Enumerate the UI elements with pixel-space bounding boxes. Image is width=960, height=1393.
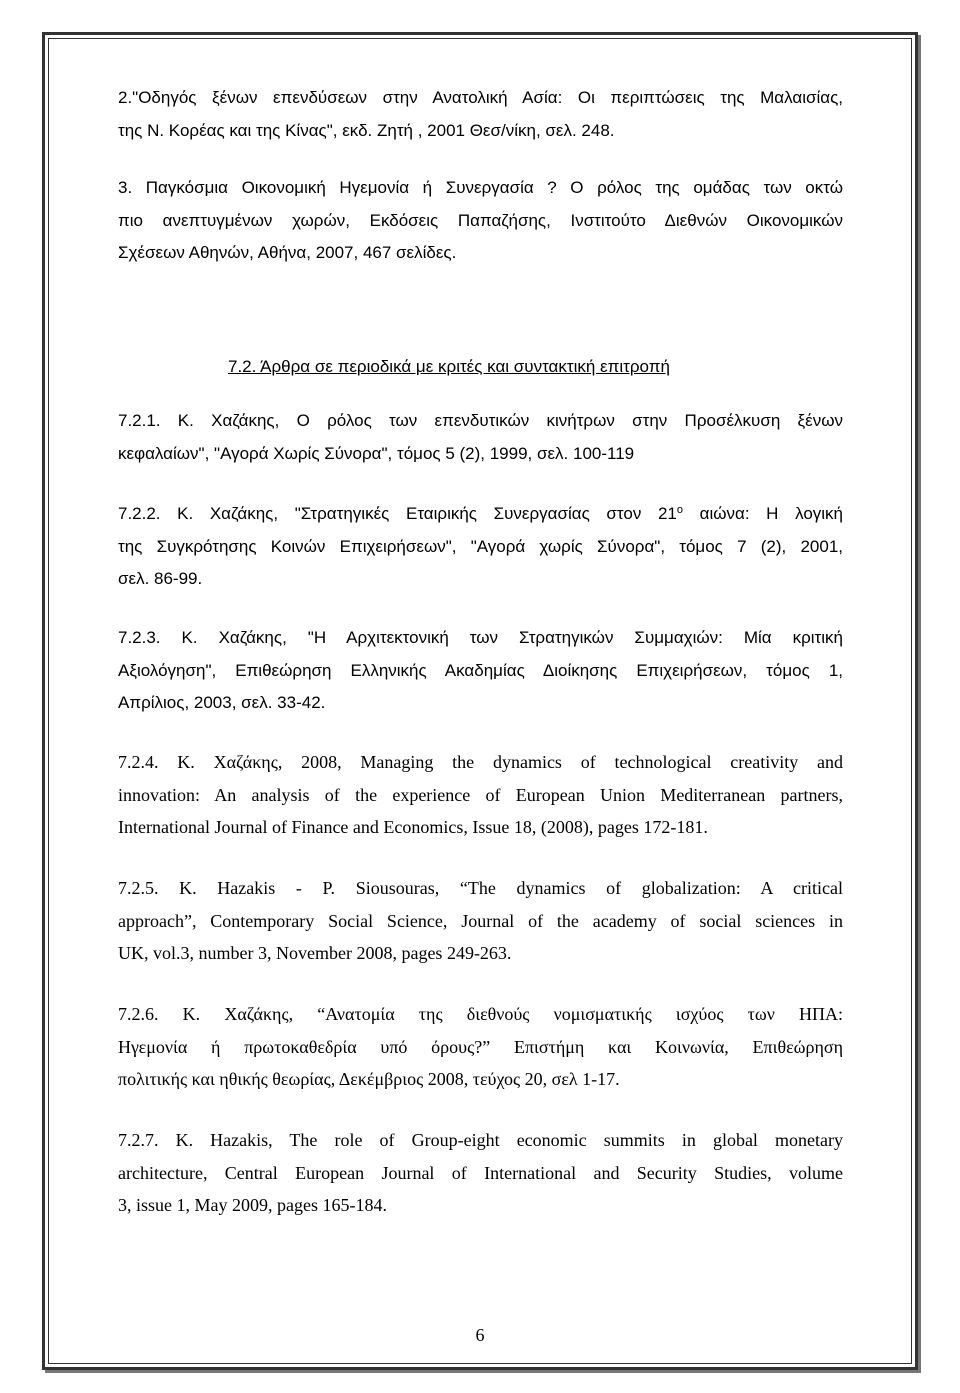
book-ref-line: Σχέσεων Αθηνών, Αθήνα, 2007, 467 σελίδες.: [118, 243, 457, 262]
article-line: 7.2.4. Κ. Χαζάκης, 2008, Managing the dynamics of technological creativity and: [118, 752, 843, 772]
article-line: 7.2.1. Κ. Χαζάκης, Ο ρόλος των επενδυτικών κινήτρων στην Προσέλκυση ξένων: [118, 411, 843, 430]
article-reference: [118, 1124, 843, 1222]
article-line: σελ. 86-99.: [118, 569, 203, 588]
article-line: Απρίλιος, 2003, σελ. 33-42.: [118, 693, 326, 712]
article-line: 7.2.6. Κ. Χαζάκης, “Ανατομία της διεθνούς νομισματικής ισχύος των ΗΠΑ:: [118, 1004, 843, 1024]
article-line: πολιτικής και ηθικής θεωρίας, Δεκέμβριος 2008, τεύχος 20, σελ 1-17.: [118, 1069, 620, 1089]
article-reference: [118, 998, 843, 1096]
article-line: της Συγκρότησης Κοινών Επιχειρήσεων", "Αγορά χωρίς Σύνορα", τόμος 7 (2), 2001,: [118, 536, 843, 556]
article-line: 3, issue 1, May 2009, pages 165-184.: [118, 1195, 387, 1215]
book-ref-line: 2."Οδηγός ξένων επενδύσεων στην Ανατολική Ασία: Οι περιπτώσεις της Μαλαισίας,: [118, 88, 843, 107]
article-reference: [118, 872, 843, 970]
book-ref-line: 3. Παγκόσμια Οικονομική Ηγεμονία ή Συνεργασία ? Ο ρόλος της ομάδας των οκτώ: [118, 178, 843, 197]
article-line: κεφαλαίων", "Αγορά Χωρίς Σύνορα", τόμος 5 (2), 1999, σελ. 100-119: [118, 443, 635, 463]
article-reference: [118, 498, 843, 596]
superscript: ο: [676, 504, 683, 516]
article-line: Ηγεμονία ή πρωτοκαθεδρία υπό όρους?” Επιστήμη και Κοινωνία, Επιθεώρηση: [118, 1036, 843, 1057]
article-reference: [118, 746, 843, 844]
page-number: 6: [475, 1325, 485, 1345]
article-reference: [118, 405, 843, 470]
section-heading: 7.2. Άρθρα σε περιοδικά με κριτές και συντακτική επιτροπή: [228, 357, 670, 376]
article-line: UK, vol.3, number 3, November 2008, pages 249-263.: [118, 943, 512, 963]
article-line: 7.2.5. K. Hazakis - P. Siousouras, “The dynamics of globalization: A critical: [118, 878, 843, 898]
book-reference: [118, 172, 843, 270]
article-line: 7.2.3. Κ. Χαζάκης, "Η Αρχιτεκτονική των Στρατηγικών Συμμαχιών: Μία κριτική: [118, 628, 843, 647]
article-text: αιώνα: Η λογική: [683, 504, 844, 523]
book-reference: [118, 82, 843, 147]
article-line: International Journal of Finance and Economics, Issue 18, (2008), pages 172-181.: [118, 817, 708, 837]
article-line: architecture, Central European Journal of International and Security Studies, volume: [118, 1162, 843, 1183]
article-text: 7.2.2. Κ. Χαζάκης, "Στρατηγικές Εταιρικής Συνεργασίας στον 21: [118, 504, 677, 523]
article-line: innovation: An analysis of the experience of European Union Mediterranean partners,: [118, 784, 843, 805]
article-reference: [118, 622, 843, 720]
article-line: 7.2.7. K. Hazakis, The role of Group-eight economic summits in global monetary: [118, 1130, 843, 1150]
article-line: Αξιολόγηση", Επιθεώρηση Ελληνικής Ακαδημίας Διοίκησης Επιχειρήσεων, τόμος 1,: [118, 660, 843, 680]
article-line: approach”, Contemporary Social Science, Journal of the academy of social sciences in: [118, 910, 843, 931]
book-ref-line: πιο ανεπτυγμένων χωρών, Εκδόσεις Παπαζήσης, Ινστιτούτο Διεθνών Οικονομικών: [118, 210, 843, 230]
book-ref-line: της Ν. Κορέας και της Κίνας", εκδ. Ζητή , 2001 Θεσ/νίκη, σελ. 248.: [118, 120, 615, 140]
article-line: [118, 498, 843, 531]
